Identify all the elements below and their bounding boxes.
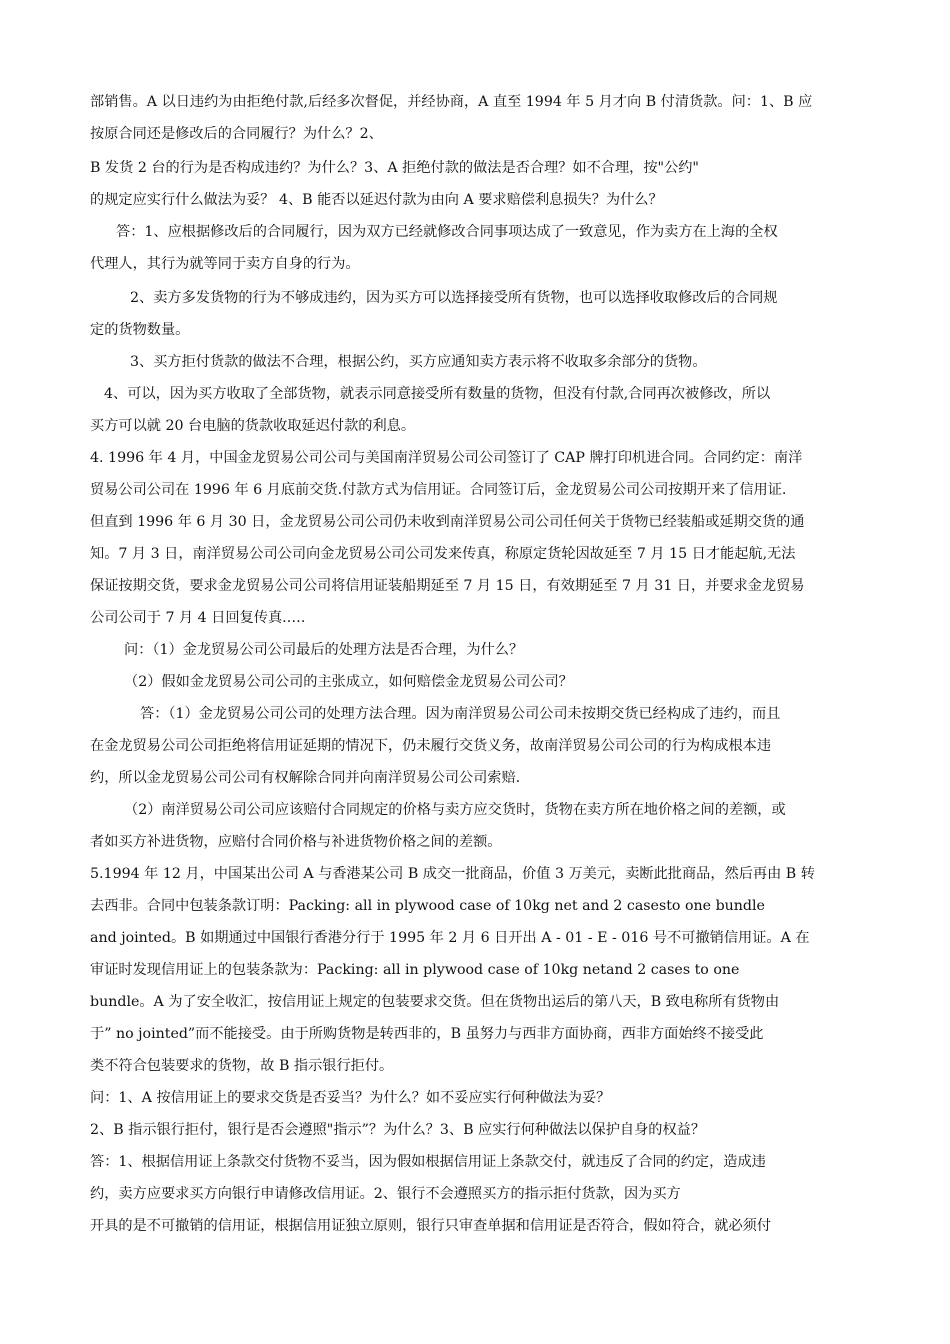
text-line: 买方可以就 20 台电脑的货款收取延迟付款的利息。 <box>90 418 416 434</box>
text-line: 问：1、A 按信用证上的要求交货是否妥当？为什么？如不妥应实行何种做法为妥？ <box>90 1090 611 1106</box>
text-line: and jointed。B 如期通过中国银行香港分行于 1995 年 2 月 6 日开出 A - 01 - E - 016 号不可撤销信用证。A 在 <box>90 930 810 946</box>
text-line: 者如买方补进货物，应赔付合同价格与补进货物价格之间的差额。 <box>90 834 502 850</box>
text-line: 5.1994 年 12 月，中国某出公司 A 与香港某公司 B 成交一批商品，价值 3 万美元，卖断此批商品，然后再由 B 转 <box>90 866 815 882</box>
text-line: 约，卖方应要求买方向银行申请修改信用证。2、银行不会遵照买方的指示拒付货款，因为买方 <box>90 1186 681 1202</box>
text-line: 代理人，其行为就等同于卖方自身的行为。 <box>90 256 360 272</box>
text-line: 3、买方拒付货款的做法不合理，根据公约，买方应通知卖方表示将不收取多余部分的货物。 <box>130 354 707 370</box>
text-line: 贸易公司公司在 1996 年 6 月底前交货.付款方式为信用证。合同签订后，金龙贸易公司公司按期开来了信用证. <box>90 482 787 498</box>
text-line: 2、卖方多发货物的行为不够成违约，因为买方可以选择接受所有货物，也可以选择收取修改后的合同规 <box>130 290 778 306</box>
text-line: 问：（1）金龙贸易公司公司最后的处理方法是否合理，为什么？ <box>124 642 524 658</box>
text-line: 但直到 1996 年 6 月 30 日，金龙贸易公司公司仍未收到南洋贸易公司公司任何关于货物已经装船或延期交货的通 <box>90 514 805 530</box>
text-line: 公司公司于 7 月 4 日回复传真.…. <box>90 610 306 626</box>
text-line: 去西非。合同中包装条款订明：Packing: all in plywood case of 10kg net and 2 casesto one bundle <box>90 898 765 914</box>
text-line: 按原合同还是修改后的合同履行？为什么？2、 <box>90 126 383 142</box>
text-line: 知。7 月 3 日，南洋贸易公司公司向金龙贸易公司公司发来传真，称原定货轮因故延至 7 月 15 日才能起航,无法 <box>90 546 796 562</box>
text-line: 部销售。A 以日违约为由拒绝付款,后经多次督促，并经协商，A 直至 1994 年 5 月才向 B 付清货款。问：1、B 应 <box>90 94 813 110</box>
text-line: B 发货 2 台的行为是否构成违约？为什么？3、A 拒绝付款的做法是否合理？如不合理，按"公约" <box>90 160 699 176</box>
text-line: （2）假如金龙贸易公司公司的主张成立，如何赔偿金龙贸易公司公司？ <box>124 674 573 690</box>
text-line: 定的货物数量。 <box>90 322 190 338</box>
text-line: 2、B 指示银行拒付，银行是否会遵照"指示”？为什么？3、B 应实行何种做法以保护自身的权益？ <box>90 1122 706 1138</box>
text-line: （2）南洋贸易公司公司应该赔付合同规定的价格与卖方应交货时，货物在卖方所在地价格之间的差额，或 <box>124 802 786 818</box>
text-line: 于” no jointed”而不能接受。由于所购货物是转西非的，B 虽努力与西非方面协商，西非方面始终不接受此 <box>90 1026 764 1042</box>
text-line: 答：（1）金龙贸易公司公司的处理方法合理。因为南洋贸易公司公司未按期交货已经构成了违约，而且 <box>140 706 781 722</box>
text-line: 约，所以金龙贸易公司公司有权解除合同并向南洋贸易公司公司索赔. <box>90 770 521 786</box>
text-line: 保证按期交货，要求金龙贸易公司公司将信用证装船期延至 7 月 15 日，有效期延至 7 月 31 日，并要求金龙贸易 <box>90 578 805 594</box>
text-line: 答：1、应根据修改后的合同履行，因为双方已经就修改合同事项达成了一致意见，作为卖方在上海的全权 <box>116 224 778 240</box>
text-line: 答：1、根据信用证上条款交付货物不妥当，因为假如根据信用证上条款交付，就违反了合同的约定，造成违 <box>90 1154 766 1170</box>
text-line: 审证时发现信用证上的包装条款为：Packing: all in plywood case of 10kg netand 2 cases to one <box>90 962 740 978</box>
text-line: 开具的是不可撤销的信用证，根据信用证独立原则，银行只审查单据和信用证是否符合，假如符合，就必须付 <box>90 1218 772 1234</box>
text-line: 在金龙贸易公司公司拒绝将信用证延期的情况下，仍未履行交货义务，故南洋贸易公司公司的行为构成根本违 <box>90 738 772 754</box>
text-line: 4. 1996 年 4 月，中国金龙贸易公司公司与美国南洋贸易公司公司签订了 CAP 牌打印机进合同。合同约定：南洋 <box>90 450 803 466</box>
text-line: 的规定应实行什么做法为妥？ 4、B 能否以延迟付款为由向 A 要求赔偿利息损失？为什么？ <box>90 192 663 208</box>
text-line: 4、可以，因为买方收取了全部货物，就表示同意接受所有数量的货物，但没有付款,合同再次被修改，所以 <box>104 386 771 402</box>
text-line: bundle。A 为了安全收汇，按信用证上规定的包装要求交货。但在货物出运后的第八天，B 致电称所有货物由 <box>90 994 780 1010</box>
text-line: 类不符合包装要求的货物，故 B 指示银行拒付。 <box>90 1058 394 1074</box>
